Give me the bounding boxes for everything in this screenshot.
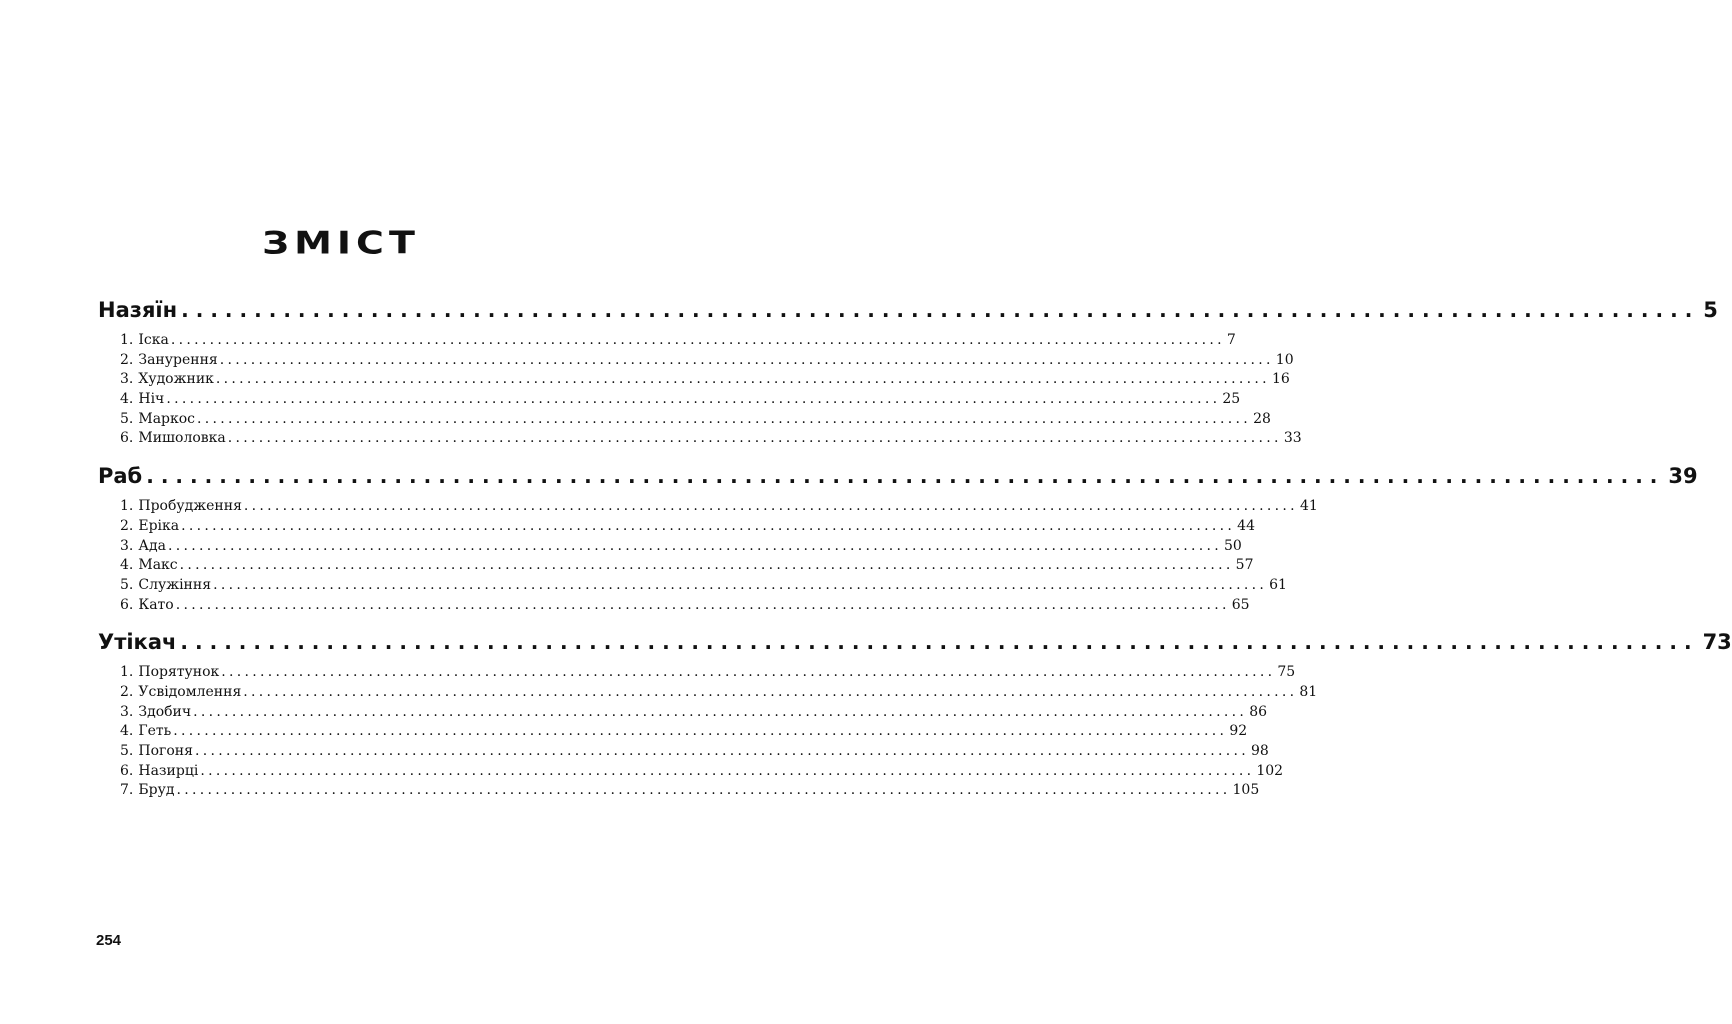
chapter-title: Бруд (138, 782, 175, 799)
chapter-entry[interactable] (120, 556, 1254, 576)
toc-part (98, 461, 1698, 615)
dot-leader: ........................................................................................................................................ (193, 703, 1248, 720)
chapter-title: Занурення (138, 351, 218, 368)
page-number: 254 (96, 932, 122, 949)
chapter-entry[interactable] (120, 537, 1242, 557)
chapter-number: 3. (120, 703, 134, 720)
dot-leader: ........................................................................................................................................ (213, 576, 1268, 593)
chapter-title: Еріка (138, 517, 180, 534)
chapter-entry[interactable] (120, 781, 1260, 801)
chapter-page-number: 44 (1237, 517, 1255, 534)
dot-leader: ........................................................................................................................................ (176, 782, 1231, 799)
chapter-number: 4. (120, 557, 134, 574)
chapter-number: 6. (120, 430, 134, 447)
chapter-number: 3. (120, 537, 134, 554)
chapter-entry[interactable] (120, 331, 1236, 351)
chapter-number: 3. (120, 371, 134, 388)
chapter-title: Като (138, 596, 174, 613)
chapter-title: Художник (138, 371, 214, 388)
chapter-title: Служіння (138, 576, 212, 593)
chapter-number: 6. (120, 596, 134, 613)
dot-leader: ........................................................................................................................................ (197, 410, 1252, 427)
chapter-number: 1. (120, 332, 134, 348)
chapter-title: Порятунок (138, 664, 220, 681)
part-heading[interactable] (98, 461, 1698, 491)
chapter-title: Погоня (138, 743, 193, 759)
dot-leader: ........................................................................................................................................ (179, 557, 1234, 574)
chapter-page-number: 10 (1275, 351, 1294, 368)
chapter-title: Пробудження (138, 498, 242, 515)
chapter-page-number: 102 (1256, 762, 1284, 779)
chapter-page-number: 61 (1269, 576, 1287, 593)
table-of-contents (98, 295, 1732, 813)
chapter-number: 1. (120, 498, 134, 515)
part-page-number: 73 (1702, 630, 1732, 655)
chapter-page-number: 65 (1231, 596, 1250, 613)
chapter-page-number: 7 (1226, 332, 1236, 348)
chapter-entry[interactable] (120, 722, 1248, 742)
chapter-entry[interactable] (120, 517, 1255, 537)
chapter-title: Ніч (138, 391, 165, 408)
toc-part (98, 295, 1718, 449)
part-title: Утікач (98, 630, 177, 655)
dot-leader: ........................................................................................................ (180, 630, 1699, 655)
dot-leader: ........................................................................................................................................ (243, 683, 1298, 700)
chapter-entry[interactable] (120, 703, 1268, 723)
chapter-entry[interactable] (120, 370, 1290, 390)
chapter-number: 4. (120, 723, 134, 740)
chapter-list (98, 663, 1318, 801)
chapter-number: 5. (120, 743, 134, 759)
chapter-page-number: 98 (1250, 743, 1269, 759)
chapter-entry[interactable] (120, 742, 1269, 762)
chapter-entry[interactable] (120, 762, 1284, 782)
dot-leader: ........................................................................................................................................ (173, 723, 1228, 740)
dot-leader: ........................................................................................................ (181, 298, 1700, 322)
chapter-number: 2. (120, 351, 134, 368)
chapter-page-number: 16 (1271, 371, 1290, 388)
chapter-list (98, 331, 1302, 449)
dot-leader: ........................................................................................................................................ (194, 743, 1249, 759)
dot-leader: ........................................................................................................................................ (200, 762, 1255, 779)
chapter-page-number: 105 (1232, 782, 1260, 799)
chapter-title: Мишоловка (138, 430, 226, 447)
chapter-page-number: 92 (1229, 723, 1248, 740)
dot-leader: ........................................................................................................................................ (227, 430, 1282, 447)
chapter-page-number: 50 (1223, 537, 1242, 554)
part-heading[interactable] (98, 295, 1718, 325)
chapter-page-number: 33 (1283, 430, 1302, 447)
chapter-entry[interactable] (120, 390, 1241, 410)
chapter-page-number: 25 (1222, 391, 1241, 408)
chapter-list (98, 497, 1318, 615)
chapter-entry[interactable] (120, 596, 1250, 616)
dot-leader: ........................................................................................................................................ (181, 517, 1236, 534)
chapter-page-number: 86 (1249, 703, 1268, 720)
chapter-entry[interactable] (120, 410, 1271, 430)
toc-part (98, 627, 1732, 801)
dot-leader: ........................................................................................................................................ (170, 332, 1225, 348)
part-heading[interactable] (98, 627, 1732, 657)
chapter-entry[interactable] (120, 683, 1318, 703)
chapter-number: 2. (120, 517, 134, 534)
chapter-page-number: 57 (1235, 557, 1254, 574)
dot-leader: ........................................................................................................................................ (167, 537, 1222, 554)
dot-leader: ........................................................................................................................................ (215, 371, 1270, 388)
chapter-page-number: 75 (1277, 664, 1296, 681)
part-page-number: 39 (1668, 464, 1698, 489)
chapter-page-number: 81 (1299, 683, 1318, 700)
chapter-title: Ада (138, 537, 166, 554)
chapter-number: 6. (120, 762, 134, 779)
chapter-number: 7. (120, 782, 134, 799)
chapter-number: 1. (120, 664, 134, 681)
part-title: Назяїн (98, 298, 178, 322)
chapter-number: 2. (120, 683, 134, 700)
chapter-title: Маркос (138, 410, 196, 427)
chapter-title: Геть (138, 723, 172, 740)
part-page-number: 5 (1703, 298, 1718, 322)
dot-leader: ........................................................................................................................................ (243, 498, 1298, 515)
dot-leader: ........................................................................................................................................ (219, 351, 1274, 368)
chapter-page-number: 41 (1299, 498, 1318, 515)
chapter-title: Іска (138, 332, 169, 348)
chapter-title: Назирці (138, 762, 199, 779)
dot-leader: ........................................................................................................................................ (166, 391, 1221, 408)
dot-leader: ........................................................................................................ (146, 464, 1665, 489)
chapter-entry[interactable] (120, 663, 1296, 683)
chapter-number: 4. (120, 391, 134, 408)
dot-leader: ........................................................................................................................................ (221, 664, 1276, 681)
chapter-entry[interactable] (120, 429, 1302, 449)
chapter-number: 5. (120, 576, 134, 593)
chapter-entry[interactable] (120, 576, 1287, 596)
page-title: ЗМІСТ (262, 224, 420, 262)
chapter-title: Здобич (138, 703, 192, 720)
dot-leader: ........................................................................................................................................ (175, 596, 1230, 613)
chapter-title: Усвідомлення (138, 683, 242, 700)
part-title: Раб (98, 464, 143, 489)
chapter-entry[interactable] (120, 351, 1294, 371)
chapter-title: Макс (138, 557, 178, 574)
chapter-number: 5. (120, 410, 134, 427)
chapter-page-number: 28 (1253, 410, 1271, 427)
chapter-entry[interactable] (120, 497, 1318, 517)
